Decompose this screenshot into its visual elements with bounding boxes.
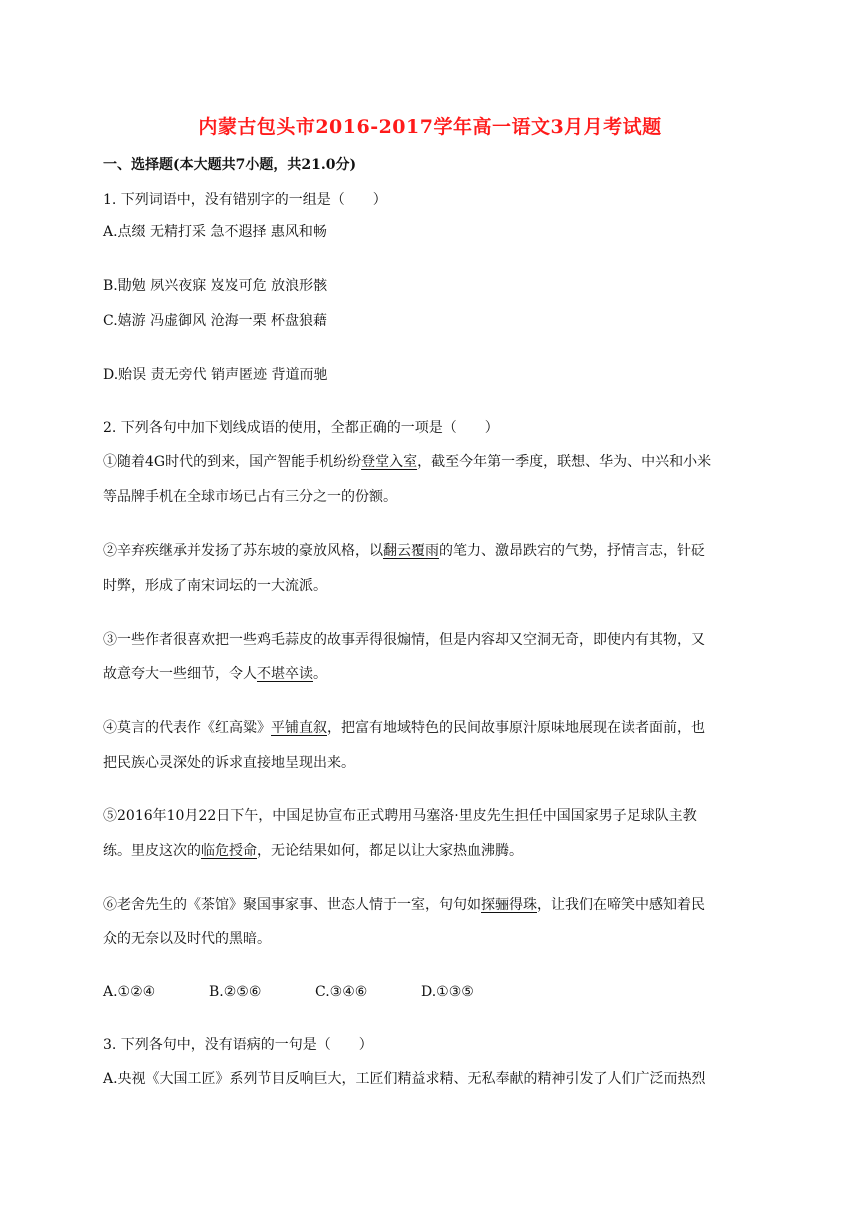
q1-option-c: C.嬉游 冯虚御风 沧海一栗 杯盘狼藉 xyxy=(103,313,328,329)
q1-option-a: A.点缀 无精打采 急不遐择 惠风和畅 xyxy=(103,224,327,240)
q2-sentence-4-line-2: 把民族心灵深处的诉求直接地呈现出来。 xyxy=(103,755,355,771)
q2-sentence-2-line-2: 时弊，形成了南宋词坛的一大流派。 xyxy=(103,578,327,594)
q2-sentence-2-line-1: ②辛弃疾继承并发扬了苏东坡的豪放风格，以翻云覆雨的笔力、激昂跌宕的气势，抒情言志，针砭 xyxy=(103,543,705,559)
q1-option-b: B.勖勉 夙兴夜寐 岌岌可危 放浪形骸 xyxy=(103,278,328,294)
q2-sentence-5-line-2: 练。里皮这次的临危授命，无论结果如何，都足以让大家热血沸腾。 xyxy=(103,843,523,859)
q2-stem: 2. 下列各句中加下划线成语的使用，全都正确的一项是（ ） xyxy=(103,420,499,436)
underlined-idiom: 探骊得珠 xyxy=(481,897,537,913)
underlined-idiom: 平铺直叙 xyxy=(271,720,327,736)
q3-stem: 3. 下列各句中，没有语病的一句是（ ） xyxy=(103,1037,373,1053)
underlined-idiom: 临危授命 xyxy=(201,843,257,859)
q2-sentence-1-line-2: 等品牌手机在全球市场已占有三分之一的份额。 xyxy=(103,489,397,505)
q2-sentence-6-line-2: 众的无奈以及时代的黑暗。 xyxy=(103,931,271,947)
q2-sentence-3-line-2: 故意夸大一些细节，令人不堪卒读。 xyxy=(103,666,327,682)
q2-option-d: D.①③⑤ xyxy=(421,984,474,1000)
q1-option-d: D.贻误 责无旁代 销声匿迹 背道而驰 xyxy=(103,367,328,383)
q2-option-c: C.③④⑥ xyxy=(315,984,368,1000)
q3-option-a-line-1: A.央视《大国工匠》系列节目反响巨大，工匠们精益求精、无私奉献的精神引发了人们广泛而热烈 xyxy=(103,1071,706,1087)
exam-title: 内蒙古包头市2016-2017学年高一语文3月月考试题 xyxy=(198,116,662,138)
underlined-idiom: 翻云覆雨 xyxy=(383,543,439,559)
q2-option-b: B.②⑤⑥ xyxy=(209,984,262,1000)
q2-sentence-4-line-1: ④莫言的代表作《红高粱》平铺直叙，把富有地域特色的民间故事原汁原味地展现在读者面前，也 xyxy=(103,720,705,736)
q2-sentence-3-line-1: ③一些作者很喜欢把一些鸡毛蒜皮的故事弄得很煽情，但是内容却又空洞无奇，即使内有其物，又 xyxy=(103,632,705,648)
underlined-idiom: 不堪卒读 xyxy=(257,666,313,682)
q2-option-a: A.①②④ xyxy=(103,984,156,1000)
q2-sentence-5-line-1: ⑤2016年10月22日下午，中国足协宣布正式聘用马塞洛·里皮先生担任中国国家男子足球队主教 xyxy=(103,808,697,824)
q2-options xyxy=(103,982,474,1002)
section-heading: 一、选择题(本大题共7小题，共21.0分) xyxy=(103,157,357,173)
q1-stem: 1. 下列词语中，没有错别字的一组是（ ） xyxy=(103,192,387,208)
q2-sentence-1-line-1: ①随着4G时代的到来，国产智能手机纷纷登堂入室，截至今年第一季度，联想、华为、中兴和小米 xyxy=(103,454,712,470)
q2-sentence-6-line-1: ⑥老舍先生的《茶馆》聚国事家事、世态人情于一室，句句如探骊得珠，让我们在啼笑中感知着民 xyxy=(103,897,705,913)
underlined-idiom: 登堂入室 xyxy=(361,454,418,470)
